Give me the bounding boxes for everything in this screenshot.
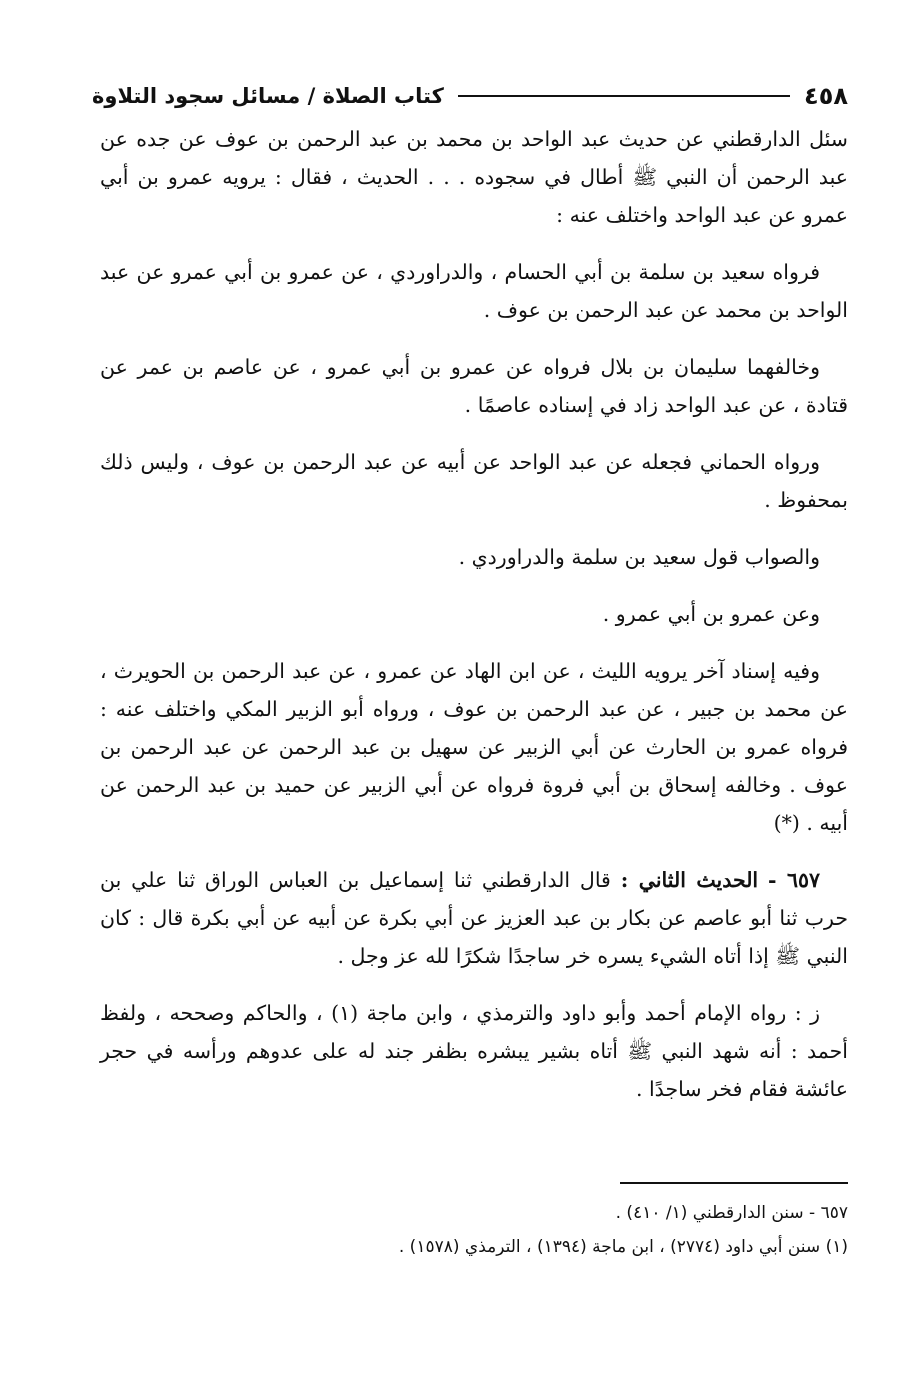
page-number: ٤٥٨ <box>804 82 848 110</box>
paragraph-narration-3: ورواه الحماني فجعله عن عبد الواحد عن أبيه عن عبد الرحمن بن عوف ، وليس ذلك بمحفوظ . <box>100 450 848 512</box>
hadith-paragraph <box>100 861 848 975</box>
paragraph-narration-1: فرواه سعيد بن سلمة بن أبي الحسام ، والدراوردي ، عن عمرو بن أبي عمرو عن عبد الواحد بن محمد عن عبد الرحمن بن عوف . <box>100 260 848 322</box>
paragraph-narration-2: وخالفهما سليمان بن بلال فرواه عن عمرو بن أبي عمرو ، عن عاصم بن عمر عن قتادة ، عن عبد الواحد زاد في إسناده عاصمًا . <box>100 355 848 417</box>
footnote-source: ٦٥٧ - سنن الدارقطني (١/ ٤١٠) . <box>615 1203 848 1223</box>
takhrij-paragraph: ز : رواه الإمام أحمد وأبو داود والترمذي ، وابن ماجة (١) ، والحاكم وصححه ، ولفظ أحمد : أنه شهد النبي ﷺ أتاه بشير يبشره بظفر جند له على عدوهم ورأسه في حجر عائشة فقام فخر ساجدًا . <box>100 1001 848 1101</box>
main-text <box>100 120 848 1127</box>
footnote-1: (١) سنن أبي داود (٢٧٧٤) ، ابن ماجة (١٣٩٤) ، الترمذي (١٥٧٨) . <box>398 1237 848 1257</box>
footnotes <box>100 1196 848 1264</box>
paragraph-conclusion: والصواب قول سعيد بن سلمة والدراوردي . <box>458 545 820 569</box>
paragraph-conclusion-2: وعن عمرو بن أبي عمرو . <box>602 602 820 626</box>
running-header <box>92 76 848 116</box>
hadith-number: ٦٥٧ - <box>767 868 820 892</box>
chapter-title: كتاب الصلاة / مسائل سجود التلاوة <box>92 84 444 108</box>
paragraph-question: سئل الدارقطني عن حديث عبد الواحد بن محمد بن عبد الرحمن بن عوف عن جده عن عبد الرحمن أن النبي ﷺ أطال في سجوده . . . الحديث ، فقال : يرويه عمرو بن أبي عمرو عن عبد الواحد واختلف عنه : <box>100 127 848 227</box>
paragraph-other-chain: وفيه إسناد آخر يرويه الليث ، عن ابن الهاد عن عمرو ، عن عبد الرحمن بن الحويرث ، عن محمد بن جبير ، عن عبد الرحمن بن عوف ، ورواه أبو الزبير المكي واختلف عنه : فرواه عمرو بن الحارث عن أبي الزبير عن سهيل بن عبد الرحمن عن عبد الرحمن بن عوف . وخالفه إسحاق بن أبي فروة فرواه عن أبي الزبير عن حميد بن عبد الرحمن عن أبيه . (*) <box>100 659 848 835</box>
hadith-label: الحديث الثاني : <box>620 868 759 892</box>
hadith-text: قال الدارقطني ثنا إسماعيل بن العباس الوراق ثنا علي بن حرب ثنا أبو عاصم عن بكار بن عبد العزيز عن أبي بكرة عن أبيه عن أبي بكرة قال : كان النبي ﷺ إذا أتاه الشيء يسره خر ساجدًا شكرًا لله عز وجل . <box>100 868 848 968</box>
footnote-separator <box>620 1182 848 1184</box>
header-rule <box>458 95 790 97</box>
